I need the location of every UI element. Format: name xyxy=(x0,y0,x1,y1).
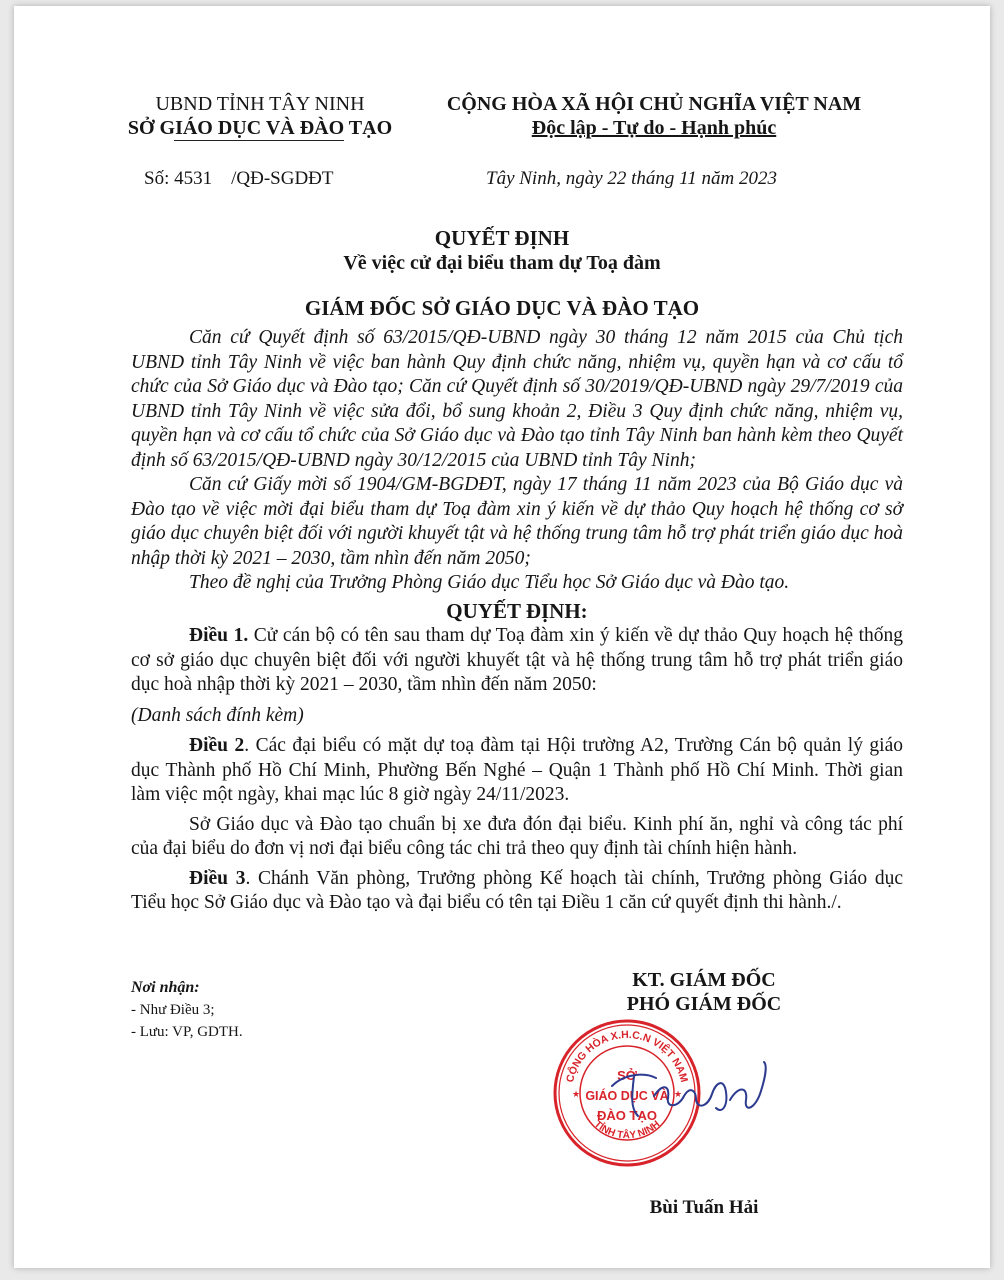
recipient-item: - Lưu: VP, GDTH. xyxy=(131,1024,243,1040)
signer-name: Bùi Tuấn Hải xyxy=(649,1197,759,1218)
svg-text:ĐÀO TẠO: ĐÀO TẠO xyxy=(597,1108,657,1123)
signature-title-1: KT. GIÁM ĐỐC xyxy=(632,969,776,991)
issuer-name: SỞ GIÁO DỤC VÀ ĐÀO TẠO xyxy=(127,117,393,139)
document-page xyxy=(14,6,990,1268)
decision-heading: QUYẾT ĐỊNH: xyxy=(446,598,588,623)
document-body xyxy=(131,326,903,916)
svg-text:GIÁO DỤC VÀ: GIÁO DỤC VÀ xyxy=(585,1089,669,1103)
svg-text:★: ★ xyxy=(572,1089,581,1099)
document-number: Số: 4531 /QĐ-SGDĐT xyxy=(144,168,334,189)
article-2: Điều 2. Các đại biểu có mặt dự toạ đàm tại Hội trường A2, Trường Cán bộ quản lý giáo dục Thành phố Hồ Chí Minh, Phường Bến Nghé – Quận 1 Thành phố Hồ Chí Minh. Thời gian làm việc một ngày, khai mạc lúc 8 giờ ngày 24/11/2023. xyxy=(131,735,904,805)
preamble-paragraph: Căn cứ Giấy mời số 1904/GM-BGDĐT, ngày 17 tháng 11 năm 2023 của Bộ Giáo dục và Đào tạo về việc mời đại biểu tham dự Toạ đàm xin ý kiến về dự thảo Quy hoạch hệ thống cơ sở giáo dục chuyên biệt đối với người khuyết tật và hệ thống trung tâm hỗ trợ phát triển giáo dục hoà nhập thời kỳ 2021 – 2030, tầm nhìn đến năm 2050; xyxy=(131,474,903,569)
issuing-authority: GIÁM ĐỐC SỞ GIÁO DỤC VÀ ĐÀO TẠO xyxy=(304,296,700,320)
svg-text:★: ★ xyxy=(674,1089,683,1099)
recipient-item: - Như Điều 3; xyxy=(131,1002,215,1018)
svg-text:CỘNG HÒA X.H.C.N VIỆT NAM: CỘNG HÒA X.H.C.N VIỆT NAM xyxy=(564,1028,690,1084)
preamble-paragraph: Căn cứ Quyết định số 63/2015/QĐ-UBND ngày 30 tháng 12 năm 2015 của Chủ tịch UBND tỉnh Tây Ninh về việc ban hành Quy định chức năng, nhiệm vụ, quyền hạn và cơ cấu tổ chức của Sở Giáo dục và Đào tạo; Căn cứ Quyết định số 30/2019/QĐ-UBND ngày 29/7/2019 của UBND tỉnh Tây Ninh về việc sửa đổi, bổ sung khoản 2, Điều 3 Quy định chức năng, nhiệm vụ, quyền hạn và cơ cấu tổ chức của Sở Giáo dục và Đào tạo tỉnh Tây Ninh ban hành kèm theo Quyết định số 63/2015/QĐ-UBND ngày 30/12/2015 của UBND tỉnh Tây Ninh; xyxy=(131,327,903,471)
svg-text:TỈNH TÂY NINH: TỈNH TÂY NINH xyxy=(591,1118,663,1142)
article-2-extra: Sở Giáo dục và Đào tạo chuẩn bị xe đưa đón đại biểu. Kinh phí ăn, nghỉ và công tác phí của đại biểu do đơn vị nơi đại biểu công tác chi trả theo quy định tài chính hiện hành. xyxy=(131,813,903,859)
article-3: Điều 3. Chánh Văn phòng, Trưởng phòng Kế hoạch tài chính, Trưởng phòng Giáo dục Tiểu học Sở Giáo dục và Đào tạo và đại biểu có tên tại Điều 1 căn cứ quyết định thi hành./. xyxy=(131,867,904,913)
document-type: QUYẾT ĐỊNH xyxy=(434,226,570,250)
issuer-parent: UBND TỈNH TÂY NINH xyxy=(155,93,365,115)
place-date: Tây Ninh, ngày 22 tháng 11 năm 2023 xyxy=(486,168,777,189)
preamble-paragraph: Theo đề nghị của Trưởng Phòng Giáo dục Tiểu học Sở Giáo dục và Đào tạo. xyxy=(189,572,790,593)
signature-title-2: PHÓ GIÁM ĐỐC xyxy=(626,993,782,1015)
country-name: CỘNG HÒA XÃ HỘI CHỦ NGHĨA VIỆT NAM xyxy=(446,93,862,115)
article-1: Điều 1. Cử cán bộ có tên sau tham dự Toạ đàm xin ý kiến về dự thảo Quy hoạch hệ thống cơ sở giáo dục chuyên biệt đối với người khuyết tật và hệ thống trung tâm hỗ trợ phát triển giáo dục hoà nhập thời kỳ 2021 – 2030, tầm nhìn đến năm 2050: xyxy=(131,625,904,695)
national-motto: Độc lập - Tự do - Hạnh phúc xyxy=(531,117,777,139)
attached-list-note: (Danh sách đính kèm) xyxy=(131,704,304,726)
handwritten-signature xyxy=(604,1056,784,1126)
svg-text:SỞ: SỞ xyxy=(617,1068,637,1083)
issuer-underline xyxy=(174,140,344,141)
recipients-heading: Nơi nhận: xyxy=(131,979,200,996)
document-subject: Về việc cử đại biểu tham dự Toạ đàm xyxy=(343,252,661,274)
